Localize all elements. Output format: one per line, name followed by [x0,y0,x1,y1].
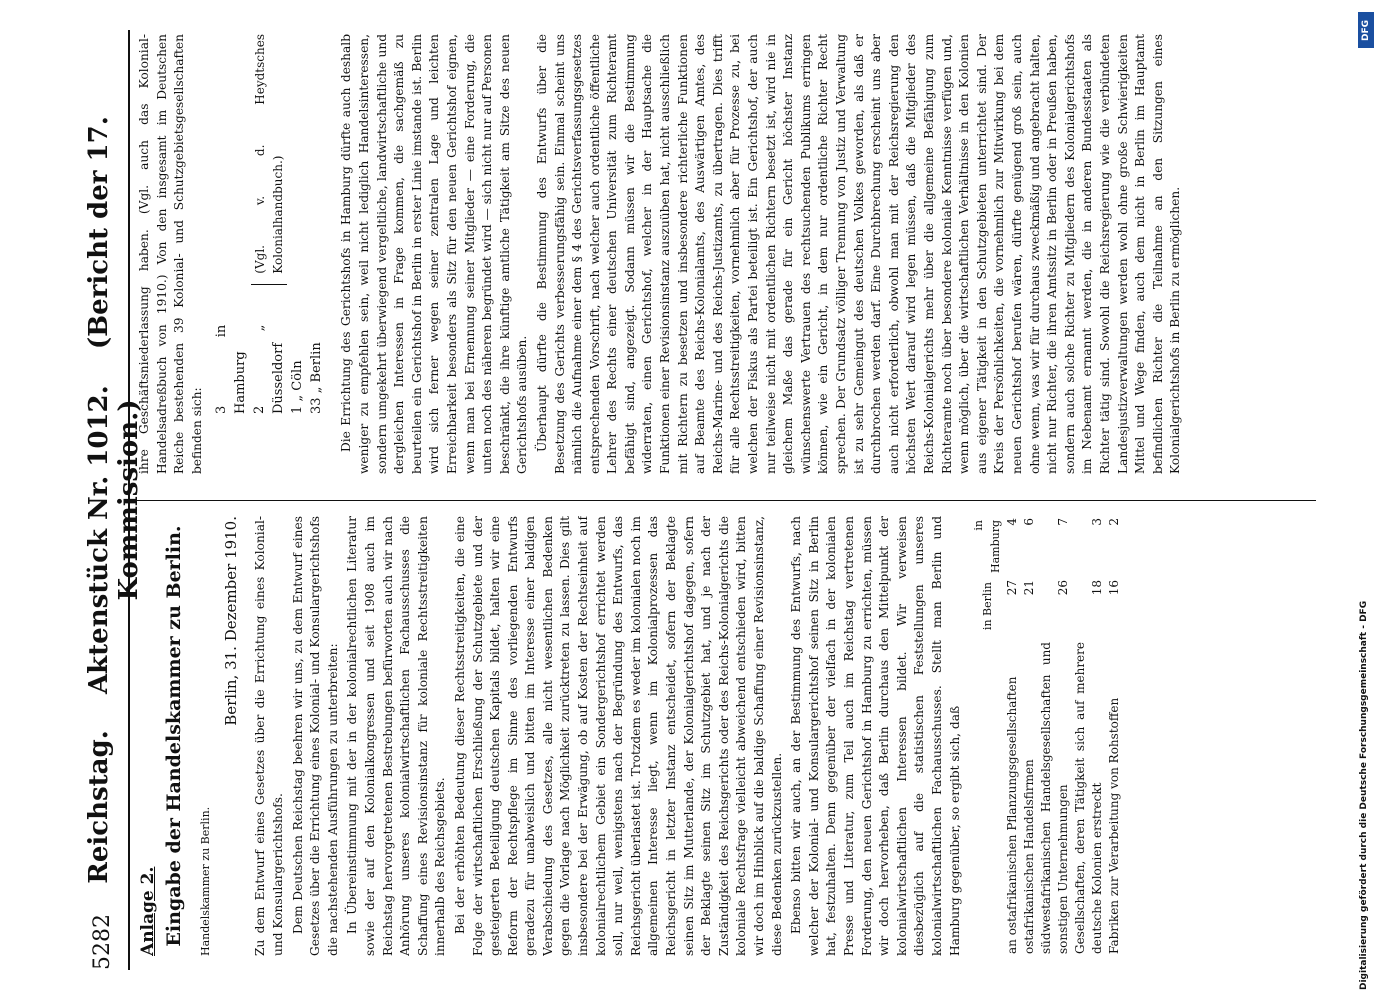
hamburg-count: 6 [1021,518,1036,526]
body-paragraph: Die Errichtung des Gerichtshofs in Hamburg dürfte auch deshalb weniger zu empfehlen sein, weil nicht lediglich Handelsinteressen, sondern umgekehrt überwiegend vergeltliche, landwirtschaftliche und dergleichen Interessen in Frage kommen, die sachgemäß zu beurteilen ein Gerichtshof in Berlin in erster Linie imstande ist. Berlin wird sich ferner wegen seiner zentralen Lage und leichten Erreichbarkeit besonders als Sitz für den neuen Gerichtshof eignen, wenn man bei Ernennung seiner Mitglieder — eine Forderung, die unten noch des näheren begründet wird — sich nicht nur auf Personen beschränkt, die ihre künftige amtliche Tätigkeit am Sitze des neuen Gerichtshofs ausüben. [338,34,529,474]
berlin-count: 26 [1055,580,1070,596]
header-rule [128,30,130,970]
digitization-note: Digitalisierung gefördert durch die Deutsche Forschungsgemeinschaft - DFG [1359,600,1369,990]
city-list [212,325,326,414]
body-paragraph: Bei der erhöhten Bedeutung dieser Rechtsstreitigkeiten, die eine Folge der wirtschaftlichen Erschließung der Schutzgebiete und der gesteigerten Beteiligung deutschen Kapitals bildet, halten wir eine Reform der Rechtspflege im Sinne des vorliegenden Entwurfs geradezu für unabweislich und bitten im Interesse einer baldigen Verabschiedung des Gesetzes, alle nicht wesentlichen Bedenken gegen die Vorlage nach Möglichkeit zurücktreten zu lassen. Dies gilt insbesondere bei der Erwägung, ob auf Kosten der Rechtseinheit auf kolonialrechtlichem Gebiet ein Sondergerichtshof errichtet werden soll, nur weil, wenigstens nach der Begründung des Entwurfs, das Reichsgericht überlastet ist. Trotzdem es weder im kolonialen noch im allgemeinen Interesse liegt, wenn im Kolonialprozessen das Reichsgericht in letzter Instanz entscheidet, sofern der Beklagte seinen Sitz im Mutterlande, der Kolonialgerichtshof dagegen, sofern der Beklagte seinen Sitz im Schutzgebiet hat, und je nach der Zuständigkeit des Reichsgerichts oder des Reichs-Kolonialgerichts die koloniale Rechtsfrage vielleicht abweichend entschieden wird, bitten wir doch im Hinblick auf die baldige Schaffung einer Revisionsinstanz, diese Bedenken zurückzustellen. [452,516,784,956]
annex-label: Anlage 2. [137,866,158,956]
table-header-berlin: in Berlin [980,582,994,631]
city-entry: 3 in Hamburg [213,324,248,414]
left-column [136,516,1316,956]
berlin-count: 21 [1021,580,1036,596]
hamburg-count: 4 [1004,518,1019,526]
city-entry: 2 „ Düsseldorf [251,324,286,414]
table-row [1038,516,1072,956]
body-paragraph: In Übereinstimmung mit der in der kolonialrechtlichen Literatur sowie der auf den Kolonialkongressen und seit 1908 auch im Reichstag hervorgetretenen Bestrebungen befürworten auch wir nach Anhörung unseres kolonialwirtschaftlichen Fachausschusses die Schaffung eines Revisionsinstanz für koloniale Rechtsstreitigkeiten innerhalb des Reichsgebiets. [344,516,447,956]
body-paragraph: Überhaupt dürfte die Bestimmung des Entwurfs über die Besetzung des Gerichts verbesserungsfähig sein. Einmal scheint uns nämlich die Aufnahme einer dem § 4 des Gerichtsverfassungsgesetzes entsprechenden Vorschrift, nach welcher auch ordentliche öffentliche Lehrer des Rechts einer deutschen Universität zum Richteramt befähigt sind, angezeigt. Sodann müssen wir die Bestimmung widerraten, einen Gerichtshof, welcher in der Hauptsache die Funktionen einer Revisionsinstanz auszuüben hat, nicht ausschließlich mit Richtern zu besetzen und insbesondere richterliche Funktionen auf Beamte des Reichs-Kolonialamts, des Auswärtigen Amtes, des Reichs-Marine- und des Reichs-Justizamts, zu übertragen. Dies trifft für alle Rechtsstreitigkeiten, vornehmlich aber für Prozesse zu, bei welchen der Fiskus als Partei beteiligt ist. Ein Gerichtshof, der auch nur teilweise nicht mit ordentlichen Richtern besetzt ist, wird nie in gleichem Maße das gerade für ein Gericht höchster Instanz wünschenswerte Vertrauen des rechtsuchenden Publikums erringen können, wie ein Gericht, in dem nur ordentliche Richter Recht sprechen. Der Grundsatz völliger Trennung von Justiz und Verwaltung ist zu sehr Gemeingut des deutschen Volkes geworden, als daß er durchbrochen werden darf. Eine Durchbrechung erscheint uns aber auch nicht erforderlich, obwohl man mit der Reichsregierung den höchsten Wert darauf wird legen müssen, daß die Mitglieder des Reichs-Kolonialgerichts mehr über die allgemeine Befähigung zum Richteramte noch über besondere koloniale Kenntnisse verfügen und, wenn möglich, über die wirtschaftlichen Verhältnisse in den Kolonien aus eigener Tätigkeit in den Schutzgebieten unterrichtet sind. Der Kreis der Persönlichkeiten, die vornehmlich zur Mitwirkung bei dem neuen Gerichtshof berufen wären, dürfte genügend groß sein, auch ohne wenn, was wir für durchaus zweckmäßig und angebracht halten, nicht nur Richter, die ihren Amtssitz in Berlin oder in Preußen haben, sondern auch solche Richter zu Mitgliedern des Kolonialgerichtshofs im Nebenamt ernannt werden, die in anderen Bundesstaaten als Richter tätig sind. Sowohl die Reichsregierung wie die verbündeten Landesjustizverwaltungen werden wohl ohne große Schwierigkeiten Mittel und Wege finden, auch dem nicht in Berlin im Hauptamt befindlichen Richter die Teilnahme an den Sitzungen eines Kolonialgerichtshofs in Berlin zu ermöglichen. [534,34,1182,474]
row-label: Gesellschaften, deren Tätigkeit sich auf mehrere deutsche Kolonien erstreckt [1072,642,1104,954]
header-right: (Bericht der 17. Kommission.) [83,116,144,601]
row-label: südwestafrikanischen Handelsgesellschaften und sonstigen Unternehmungen [1038,642,1070,954]
row-label: an ostafrikanischen Pflanzungsgesellschaften [1004,676,1019,954]
hamburg-count: 2 [1106,518,1121,526]
berlin-count: 27 [1004,580,1019,596]
city-entry: 1 „ Cöln [289,360,305,414]
table-row [1106,516,1123,956]
city-entry: 33 „ Berlin [308,342,324,414]
digitization-sidebar [1357,12,1377,992]
continuation-paragraph: ihre Geschäftsniederlassung haben. (Vgl. auch das Kolonial-Handelsadreßbuch von 1910.) Von den insgesamt im Deutschen Reiche bestehenden 39 Kolonial- und Schutzgebietsgesellschaften befinden sich: [136,34,204,474]
column-divider [136,500,1316,501]
table-header-hamburg: in Hamburg [971,520,1002,574]
dfg-logo: DFG [1358,12,1374,48]
header-center: Aktenstück Nr. 1012. [83,385,114,695]
date-line: Berlin, 31. Dezember 1910. [221,516,240,726]
document-page [42,0,1342,1000]
berlin-count: 18 [1089,580,1104,596]
hamburg-count: 7 [1055,518,1070,526]
document-title: Eingabe der Handelskammer zu Berlin. [162,525,185,947]
page-number: 5282 [89,914,115,970]
sender-line: Handelskammer zu Berlin. [198,806,212,956]
page-header [83,30,144,970]
table-row [1004,516,1021,956]
city-source-note: (Vgl. v. d. Heydtsches Kolonialhandbuch.) [251,34,287,285]
comparison-table [970,516,1123,956]
hamburg-count: 3 [1089,518,1104,526]
row-label: ostafrikanischen Handelsfirmen [1021,759,1036,954]
header-title [84,30,144,970]
row-label: Fabriken zur Verarbeitung von Rohstoffen [1106,697,1121,954]
body-paragraph: Dem Deutschen Reichstag beehren wir uns, zu dem Entwurf eines Gesetzes über die Errichtung eines Kolonial- und Konsulargerichtshofs die nachstehenden Ausführungen zu unterbreiten: [290,516,340,956]
table-row [1021,516,1038,956]
table-row [1072,516,1106,956]
subject-paragraph: Zu dem Entwurf eines Gesetzes über die Errichtung eines Kolonial- und Konsulargerichtshofs. [252,516,285,956]
city-list-block [212,34,326,414]
right-column [136,34,1316,474]
header-left: Reichstag. [83,730,114,884]
body-paragraph: Ebenso bitten wir auch, an der Bestimmung des Entwurfs, nach welcher der Kolonial- und Konsulargerichtshof seinen Sitz in Berlin hat, festzuhalten. Denn gegenüber der vielfach in der kolonialen Presse und Literatur, zum Teil auch im Reichstag vertretenen Forderung, den neuen Gerichtshof in Hamburg zu errichten, müssen wir doch hervorheben, daß Berlin durchaus den Mittelpunkt der kolonialwirtschaftlichen Interessen bildet. Wir verweisen diesbezüglich auf die statistischen Feststellungen unseres kolonialwirtschaftlichen Fachausschusses. Stellt man Berlin und Hamburg gegenüber, so ergibt sich, daß [788,516,962,956]
berlin-count: 16 [1106,580,1121,596]
